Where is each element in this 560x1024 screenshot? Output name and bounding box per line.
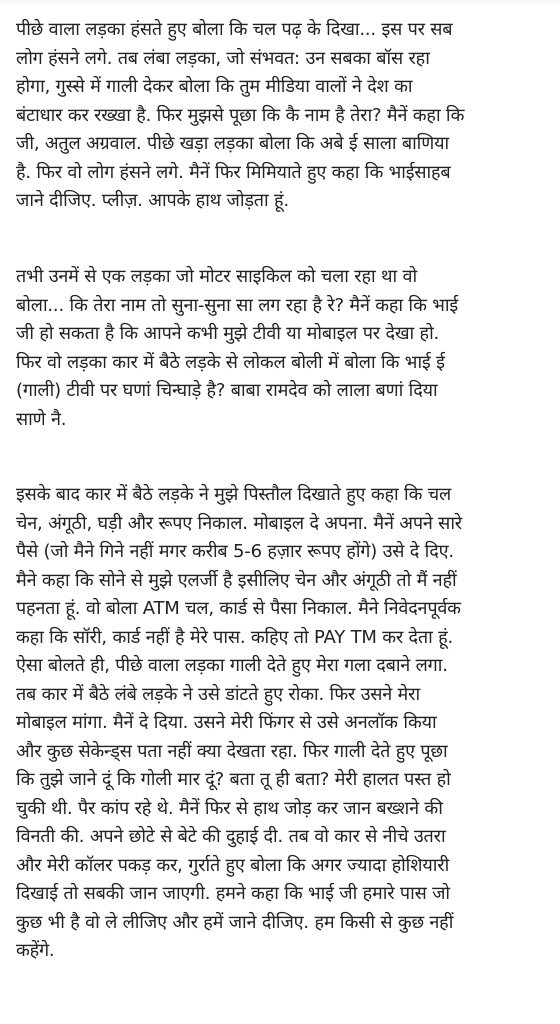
text-line: विनती की. अपने छोटे से बेटे की दुहाई दी. तब वो कार से नीचे उतरा xyxy=(16,826,446,847)
paragraph-2 xyxy=(16,263,550,434)
text-line: कहेंगे. xyxy=(16,940,55,961)
text-line: जी, अतुल अग्रवाल. पीछे खड़ा लड़का बोला कि अबे ई साला बाणिया xyxy=(16,133,450,154)
text-line: चुकी थी. पैर कांप रहे थे. मैनें फिर से हाथ जोड़ कर जान बख्शने की xyxy=(16,797,443,819)
text-line: जाने दीजिए. प्लीज़. आपके हाथ जोड़ता हूं. xyxy=(16,190,289,211)
text-line: कहा कि सॉरी, कार्ड नहीं है मेरे पास. कहिए तो PAY TM कर देता हूं. xyxy=(16,626,453,648)
text-line: चेन, अंगूठी, घड़ी और रूपए निकाल. मोबाइल दे अपना. मैनें अपने सारे xyxy=(16,512,462,534)
text-line: कि तुझे जाने दूं कि गोली मार दूं? बता तू ही बता? मेरी हालत पस्त हो xyxy=(16,769,451,790)
text-line: पहनता हूं. वो बोला ATM चल, कार्ड से पैसा निकाल. मैने निवेदनपूर्वक xyxy=(16,598,461,619)
paragraph-3 xyxy=(16,481,550,966)
text-line: कुछ भी है वो ले लीजिए और हमें जाने दीजिए. हम किसी से कुछ नहीं xyxy=(16,911,454,933)
text-line: फिर वो लड़का कार में बैठे लड़के से लोकल बोली में बोला कि भाई ई xyxy=(16,351,445,373)
text-line: मोबाइल मांगा. मैनें दे दिया. उसने मेरी फिंगर से उसे अनलॉक किया xyxy=(16,712,437,733)
text-line: तब कार में बैठे लंबे लड़के ने उसे डांटते हुए रोका. फिर उसने मेरा xyxy=(16,683,420,705)
text-line: पैसे (जो मैने गिने नहीं मगर करीब 5-6 हज़ार रूपए होंगे) उसे दे दिए. xyxy=(16,541,454,562)
text-line: दिखाई तो सबकी जान जाएगी. हमने कहा कि भाई जी हमारे पास जो xyxy=(16,883,450,904)
text-line: बोला... कि तेरा नाम तो सुना-सुना सा लग रहा है रे? मैनें कहा कि भाई xyxy=(16,294,458,316)
text-line: जी हो सकता है कि आपने कभी मुझे टीवी या मोबाइल पर देखा हो. xyxy=(16,323,440,344)
text-line: मैने कहा कि सोने से मुझे एलर्जी है इसीलिए चेन और अंगूठी तो मैं नहीं xyxy=(16,569,457,591)
text-line: तभी उनमें से एक लड़का जो मोटर साइकिल को चला रहा था वो xyxy=(16,266,417,287)
text-line: लोग हंसने लगे. तब लंबा लड़का, जो संभवत: उन सबका बॉस रहा xyxy=(16,47,430,69)
text-line: इसके बाद कार में बैठे लड़के ने मुझे पिस्तौल दिखाते हुए कहा कि चल xyxy=(16,484,452,505)
text-line: होगा, गुस्से में गाली देकर बोला कि तुम मीडिया वालों ने देश का xyxy=(16,76,413,97)
cropped-top-edge xyxy=(0,0,560,6)
text-line: बंटाधार कर रख्खा है. फिर मुझसे पूछा कि कै नाम है तेरा? मैनें कहा कि xyxy=(16,104,465,126)
text-line: और कुछ सेकेन्ड्स पता नहीं क्या देखता रहा. फिर गाली देते हुए पूछा xyxy=(16,740,448,762)
text-line: पीछे वाला लड़का हंसते हुए बोला कि चल पढ़ के दिखा... इस पर सब xyxy=(16,19,453,40)
text-line: (गाली) टीवी पर घणां चिन्घाड़े है? बाबा रामदेव को लाला बणां दिया xyxy=(16,380,438,401)
text-line: और मेरी कॉलर पकड़ कर, गुर्राते हुए बोला कि अगर ज्यादा होशियारी xyxy=(16,854,450,876)
text-line: ऐसा बोलते ही, पीछे वाला लड़का गाली देते हुए मेरा गला दबाने लगा. xyxy=(16,655,448,676)
paragraph-1 xyxy=(16,16,550,216)
text-line: है. फिर वो लोग हंसने लगे. मैनें फिर मिमियाते हुए कहा कि भाईसाहब xyxy=(16,161,451,183)
text-line: साणे नै. xyxy=(16,408,67,430)
